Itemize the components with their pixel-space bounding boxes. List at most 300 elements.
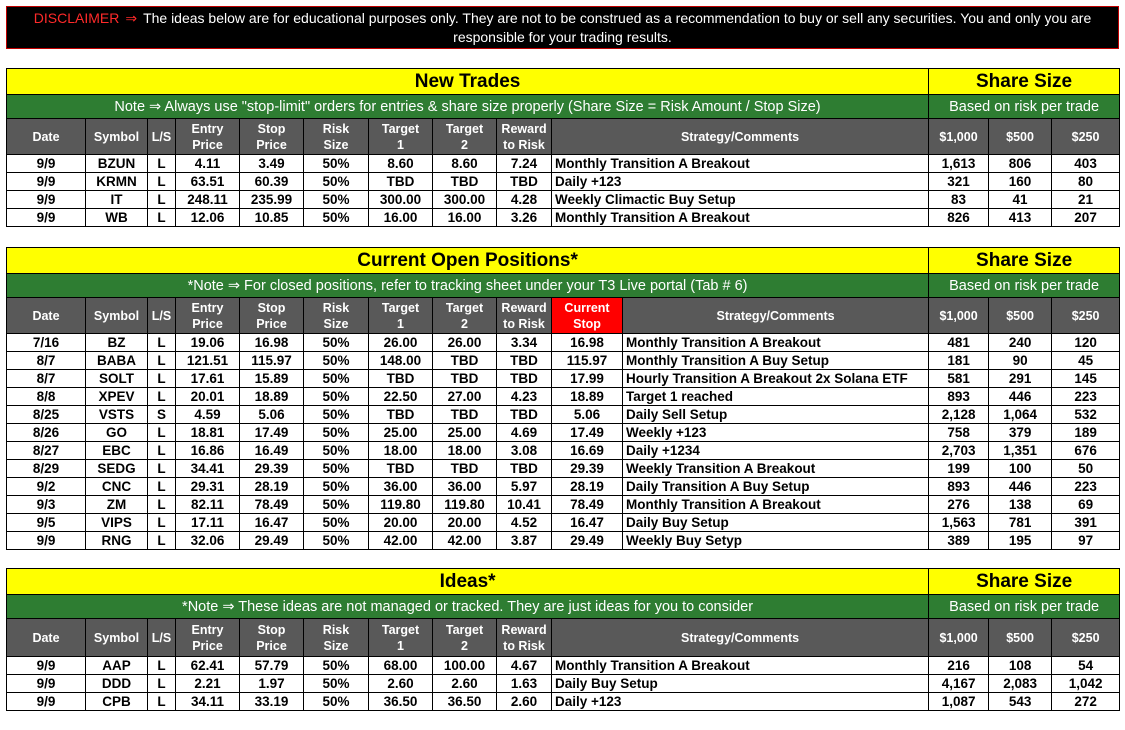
table-cell: L (148, 693, 176, 711)
table-cell: 3.34 (497, 334, 552, 352)
table-cell: SEDG (86, 460, 148, 478)
table-row (7, 442, 1120, 460)
ideas-table (6, 568, 1120, 711)
table-cell: 9/9 (7, 155, 86, 173)
table-cell: 50% (304, 442, 369, 460)
table-cell: 100.00 (433, 657, 497, 675)
header-stop-price: Stop Price (240, 298, 304, 334)
table-cell: 20.01 (176, 388, 240, 406)
table-cell: 189 (1052, 424, 1120, 442)
table-cell: 481 (929, 334, 989, 352)
table-cell: 50% (304, 209, 369, 227)
table-cell: IT (86, 191, 148, 209)
table-cell: TBD (497, 352, 552, 370)
table-cell: L (148, 352, 176, 370)
table-cell: 60.39 (240, 173, 304, 191)
header-strategy: Strategy/Comments (552, 119, 929, 155)
table-cell: 78.49 (240, 496, 304, 514)
header-current-stop: Current Stop (552, 298, 623, 334)
table-cell: 90 (989, 352, 1052, 370)
table-cell: 26.00 (369, 334, 433, 352)
share-size-title: Share Size (929, 69, 1120, 95)
header-entry-price: Entry Price (176, 619, 240, 657)
table-cell: 160 (989, 173, 1052, 191)
table-cell: 16.47 (240, 514, 304, 532)
header-entry-price: Entry Price (176, 119, 240, 155)
header-reward-to-risk: Reward to Risk (497, 119, 552, 155)
table-cell: 36.00 (433, 478, 497, 496)
table-cell: TBD (433, 370, 497, 388)
table-row (7, 460, 1120, 478)
table-cell: 50% (304, 675, 369, 693)
table-cell: 69 (1052, 496, 1120, 514)
table-row (7, 532, 1120, 550)
table-cell: 8/27 (7, 442, 86, 460)
share-size-title: Share Size (929, 248, 1120, 274)
new-trades-table (6, 68, 1120, 227)
table-cell: 50% (304, 173, 369, 191)
header-strategy: Strategy/Comments (552, 619, 929, 657)
header-symbol: Symbol (86, 119, 148, 155)
table-cell: 36.00 (369, 478, 433, 496)
table-row (7, 334, 1120, 352)
table-cell: BZUN (86, 155, 148, 173)
table-cell: 50% (304, 155, 369, 173)
header-share-1000: $1,000 (929, 119, 989, 155)
table-cell: 16.00 (369, 209, 433, 227)
table-cell: 50% (304, 532, 369, 550)
table-cell: 676 (1052, 442, 1120, 460)
table-cell: 1,613 (929, 155, 989, 173)
table-cell: 21 (1052, 191, 1120, 209)
table-row (7, 514, 1120, 532)
table-cell: TBD (369, 370, 433, 388)
table-cell: Daily Transition A Buy Setup (623, 478, 929, 496)
table-cell: XPEV (86, 388, 148, 406)
table-cell: 22.50 (369, 388, 433, 406)
table-cell: 8.60 (433, 155, 497, 173)
table-cell: 145 (1052, 370, 1120, 388)
table-cell: 3.49 (240, 155, 304, 173)
table-cell: 272 (1052, 693, 1120, 711)
table-cell: L (148, 442, 176, 460)
header-share-1000: $1,000 (929, 298, 989, 334)
header-symbol: Symbol (86, 298, 148, 334)
table-cell: 9/9 (7, 209, 86, 227)
table-cell: VSTS (86, 406, 148, 424)
table-cell: 29.39 (552, 460, 623, 478)
table-cell: 413 (989, 209, 1052, 227)
table-cell: 2.60 (433, 675, 497, 693)
disclaimer-label: DISCLAIMER (33, 10, 120, 26)
table-cell: 16.69 (552, 442, 623, 460)
table-cell: Weekly Transition A Breakout (623, 460, 929, 478)
table-cell: 4,167 (929, 675, 989, 693)
table-cell: Daily +123 (552, 693, 929, 711)
table-cell: 25.00 (433, 424, 497, 442)
table-cell: TBD (497, 370, 552, 388)
table-cell: 18.81 (176, 424, 240, 442)
table-cell: 4.28 (497, 191, 552, 209)
header-target-2: Target 2 (433, 619, 497, 657)
table-cell: TBD (433, 352, 497, 370)
table-cell: 16.98 (552, 334, 623, 352)
table-cell: 826 (929, 209, 989, 227)
table-cell: 120 (1052, 334, 1120, 352)
table-cell: L (148, 478, 176, 496)
new-trades-note: Note ⇒ Always use "stop-limit" orders for entries & share size properly (Share Size = Risk Amount / Stop Size) (7, 95, 929, 119)
header-date: Date (7, 619, 86, 657)
table-cell: 12.06 (176, 209, 240, 227)
table-cell: 34.11 (176, 693, 240, 711)
table-cell: 27.00 (433, 388, 497, 406)
table-cell: 34.41 (176, 460, 240, 478)
table-cell: 29.39 (240, 460, 304, 478)
table-cell: 29.49 (240, 532, 304, 550)
table-cell: L (148, 388, 176, 406)
table-cell: L (148, 424, 176, 442)
table-cell: 4.52 (497, 514, 552, 532)
table-cell: 148.00 (369, 352, 433, 370)
table-row (7, 675, 1120, 693)
table-cell: 41 (989, 191, 1052, 209)
header-date: Date (7, 298, 86, 334)
table-cell: 403 (1052, 155, 1120, 173)
table-cell: L (148, 675, 176, 693)
table-cell: TBD (433, 406, 497, 424)
table-cell: 25.00 (369, 424, 433, 442)
table-cell: 446 (989, 388, 1052, 406)
table-cell: 121.51 (176, 352, 240, 370)
table-cell: 16.98 (240, 334, 304, 352)
table-cell: 2,703 (929, 442, 989, 460)
table-cell: 223 (1052, 478, 1120, 496)
table-cell: 893 (929, 478, 989, 496)
table-cell: 5.97 (497, 478, 552, 496)
table-cell: L (148, 155, 176, 173)
table-cell: 63.51 (176, 173, 240, 191)
table-cell: 4.69 (497, 424, 552, 442)
share-size-note: Based on risk per trade (929, 595, 1120, 619)
table-cell: 17.99 (552, 370, 623, 388)
table-cell: 240 (989, 334, 1052, 352)
table-row (7, 352, 1120, 370)
table-row (7, 693, 1120, 711)
table-cell: 181 (929, 352, 989, 370)
header-target-2: Target 2 (433, 119, 497, 155)
table-cell: 9/9 (7, 675, 86, 693)
header-risk-size: Risk Size (304, 619, 369, 657)
table-cell: 9/9 (7, 657, 86, 675)
table-cell: 1,064 (989, 406, 1052, 424)
table-cell: 9/9 (7, 191, 86, 209)
table-cell: 138 (989, 496, 1052, 514)
table-cell: 18.89 (240, 388, 304, 406)
table-row (7, 173, 1120, 191)
table-cell: L (148, 657, 176, 675)
share-size-note: Based on risk per trade (929, 274, 1120, 298)
header-target-1: Target 1 (369, 119, 433, 155)
table-cell: 3.08 (497, 442, 552, 460)
table-cell: 29.49 (552, 532, 623, 550)
table-cell: 10.41 (497, 496, 552, 514)
table-cell: L (148, 370, 176, 388)
table-cell: 50% (304, 657, 369, 675)
table-cell: 50% (304, 496, 369, 514)
table-cell: 50% (304, 460, 369, 478)
table-cell: 16.00 (433, 209, 497, 227)
table-cell: 8/29 (7, 460, 86, 478)
table-cell: 108 (989, 657, 1052, 675)
table-cell: L (148, 334, 176, 352)
table-cell: 17.49 (240, 424, 304, 442)
table-cell: 207 (1052, 209, 1120, 227)
table-cell: TBD (433, 460, 497, 478)
table-cell: WB (86, 209, 148, 227)
table-row (7, 155, 1120, 173)
table-cell: 806 (989, 155, 1052, 173)
table-cell: 1,087 (929, 693, 989, 711)
table-cell: 97 (1052, 532, 1120, 550)
table-cell: 391 (1052, 514, 1120, 532)
table-cell: L (148, 532, 176, 550)
table-cell: 893 (929, 388, 989, 406)
new-trades-title: New Trades (7, 69, 929, 95)
table-cell: 17.11 (176, 514, 240, 532)
header-ls: L/S (148, 619, 176, 657)
table-cell: Monthly Transition A Breakout (552, 155, 929, 173)
header-share-250: $250 (1052, 619, 1120, 657)
table-cell: 115.97 (552, 352, 623, 370)
table-cell: 199 (929, 460, 989, 478)
table-cell: 2,128 (929, 406, 989, 424)
table-cell: Weekly Climactic Buy Setup (552, 191, 929, 209)
table-cell: 758 (929, 424, 989, 442)
table-cell: TBD (497, 406, 552, 424)
table-cell: 4.11 (176, 155, 240, 173)
table-cell: 50% (304, 370, 369, 388)
header-risk-size: Risk Size (304, 298, 369, 334)
table-cell: DDD (86, 675, 148, 693)
table-cell: 2.60 (497, 693, 552, 711)
header-symbol: Symbol (86, 619, 148, 657)
table-cell: 115.97 (240, 352, 304, 370)
table-cell: 54 (1052, 657, 1120, 675)
table-cell: KRMN (86, 173, 148, 191)
table-cell: 32.06 (176, 532, 240, 550)
table-cell: TBD (369, 406, 433, 424)
header-stop-price: Stop Price (240, 119, 304, 155)
table-cell: BZ (86, 334, 148, 352)
header-reward-to-risk: Reward to Risk (497, 619, 552, 657)
header-target-1: Target 1 (369, 619, 433, 657)
table-cell: 29.31 (176, 478, 240, 496)
table-cell: Monthly Transition A Buy Setup (623, 352, 929, 370)
table-cell: 543 (989, 693, 1052, 711)
table-cell: 1,563 (929, 514, 989, 532)
table-cell: 4.59 (176, 406, 240, 424)
table-cell: 781 (989, 514, 1052, 532)
table-cell: 16.86 (176, 442, 240, 460)
arrow-right-icon: ⇒ (125, 10, 138, 26)
table-cell: 291 (989, 370, 1052, 388)
table-cell: 276 (929, 496, 989, 514)
table-cell: 8/7 (7, 370, 86, 388)
table-cell: 16.47 (552, 514, 623, 532)
table-cell: VIPS (86, 514, 148, 532)
table-cell: 5.06 (240, 406, 304, 424)
table-row (7, 370, 1120, 388)
table-cell: TBD (497, 173, 552, 191)
share-size-title: Share Size (929, 569, 1120, 595)
header-ls: L/S (148, 119, 176, 155)
table-cell: CNC (86, 478, 148, 496)
table-cell: Monthly Transition A Breakout (552, 209, 929, 227)
table-cell: 57.79 (240, 657, 304, 675)
table-cell: 5.06 (552, 406, 623, 424)
header-ls: L/S (148, 298, 176, 334)
table-cell: L (148, 460, 176, 478)
table-cell: 2,083 (989, 675, 1052, 693)
table-cell: 532 (1052, 406, 1120, 424)
table-cell: 216 (929, 657, 989, 675)
table-cell: 18.00 (433, 442, 497, 460)
table-row (7, 478, 1120, 496)
table-cell: 300.00 (369, 191, 433, 209)
table-cell: 2.60 (369, 675, 433, 693)
table-cell: 248.11 (176, 191, 240, 209)
table-row (7, 424, 1120, 442)
header-strategy: Strategy/Comments (623, 298, 929, 334)
table-cell: 62.41 (176, 657, 240, 675)
header-date: Date (7, 119, 86, 155)
table-cell: 235.99 (240, 191, 304, 209)
table-cell: 4.67 (497, 657, 552, 675)
table-cell: 28.19 (552, 478, 623, 496)
table-cell: 83 (929, 191, 989, 209)
table-cell: 7/16 (7, 334, 86, 352)
table-cell: 50% (304, 352, 369, 370)
table-cell: Target 1 reached (623, 388, 929, 406)
table-cell: AAP (86, 657, 148, 675)
table-cell: L (148, 209, 176, 227)
header-risk-size: Risk Size (304, 119, 369, 155)
table-cell: 17.61 (176, 370, 240, 388)
table-cell: 50% (304, 424, 369, 442)
table-cell: 16.49 (240, 442, 304, 460)
table-cell: 10.85 (240, 209, 304, 227)
header-share-250: $250 (1052, 298, 1120, 334)
table-cell: 1,042 (1052, 675, 1120, 693)
table-cell: Daily +1234 (623, 442, 929, 460)
table-cell: 195 (989, 532, 1052, 550)
table-cell: L (148, 514, 176, 532)
table-cell: Monthly Transition A Breakout (623, 496, 929, 514)
header-share-500: $500 (989, 119, 1052, 155)
table-cell: 50 (1052, 460, 1120, 478)
table-cell: 8/26 (7, 424, 86, 442)
table-cell: 42.00 (369, 532, 433, 550)
table-cell: 8/25 (7, 406, 86, 424)
table-cell: 9/9 (7, 173, 86, 191)
table-cell: 33.19 (240, 693, 304, 711)
table-cell: 2.21 (176, 675, 240, 693)
table-cell: 7.24 (497, 155, 552, 173)
table-cell: 26.00 (433, 334, 497, 352)
table-cell: 1,351 (989, 442, 1052, 460)
table-cell: L (148, 191, 176, 209)
open-positions-title: Current Open Positions* (7, 248, 929, 274)
table-cell: 42.00 (433, 532, 497, 550)
table-cell: 82.11 (176, 496, 240, 514)
table-cell: Monthly Transition A Breakout (623, 334, 929, 352)
open-positions-note: *Note ⇒ For closed positions, refer to tracking sheet under your T3 Live portal (Tab # 6) (7, 274, 929, 298)
table-cell: Daily Sell Setup (623, 406, 929, 424)
table-cell: 50% (304, 191, 369, 209)
header-share-500: $500 (989, 619, 1052, 657)
table-cell: 100 (989, 460, 1052, 478)
table-cell: RNG (86, 532, 148, 550)
table-cell: SOLT (86, 370, 148, 388)
table-cell: 9/3 (7, 496, 86, 514)
table-cell: 17.49 (552, 424, 623, 442)
table-cell: 18.00 (369, 442, 433, 460)
table-cell: TBD (497, 460, 552, 478)
table-cell: 28.19 (240, 478, 304, 496)
table-cell: 78.49 (552, 496, 623, 514)
table-cell: 379 (989, 424, 1052, 442)
table-cell: Daily Buy Setup (552, 675, 929, 693)
table-cell: 8/8 (7, 388, 86, 406)
header-entry-price: Entry Price (176, 298, 240, 334)
table-cell: 581 (929, 370, 989, 388)
table-cell: EBC (86, 442, 148, 460)
table-cell: L (148, 496, 176, 514)
table-cell: Weekly +123 (623, 424, 929, 442)
table-cell: Hourly Transition A Breakout 2x Solana ETF (623, 370, 929, 388)
table-row (7, 496, 1120, 514)
table-cell: GO (86, 424, 148, 442)
table-cell: 9/9 (7, 532, 86, 550)
table-row (7, 657, 1120, 675)
table-cell: 223 (1052, 388, 1120, 406)
table-row (7, 209, 1120, 227)
table-row (7, 406, 1120, 424)
table-cell: 300.00 (433, 191, 497, 209)
table-cell: 389 (929, 532, 989, 550)
table-cell: 1.63 (497, 675, 552, 693)
header-share-250: $250 (1052, 119, 1120, 155)
header-share-500: $500 (989, 298, 1052, 334)
header-target-1: Target 1 (369, 298, 433, 334)
table-cell: 18.89 (552, 388, 623, 406)
table-cell: 446 (989, 478, 1052, 496)
table-cell: 3.87 (497, 532, 552, 550)
table-cell: ZM (86, 496, 148, 514)
table-cell: 4.23 (497, 388, 552, 406)
table-cell: 19.06 (176, 334, 240, 352)
table-cell: BABA (86, 352, 148, 370)
table-cell: L (148, 173, 176, 191)
table-cell: 20.00 (433, 514, 497, 532)
share-size-note: Based on risk per trade (929, 95, 1120, 119)
table-cell: 1.97 (240, 675, 304, 693)
table-cell: 8/7 (7, 352, 86, 370)
table-cell: Daily Buy Setup (623, 514, 929, 532)
table-cell: 8.60 (369, 155, 433, 173)
table-cell: 50% (304, 406, 369, 424)
table-cell: 321 (929, 173, 989, 191)
